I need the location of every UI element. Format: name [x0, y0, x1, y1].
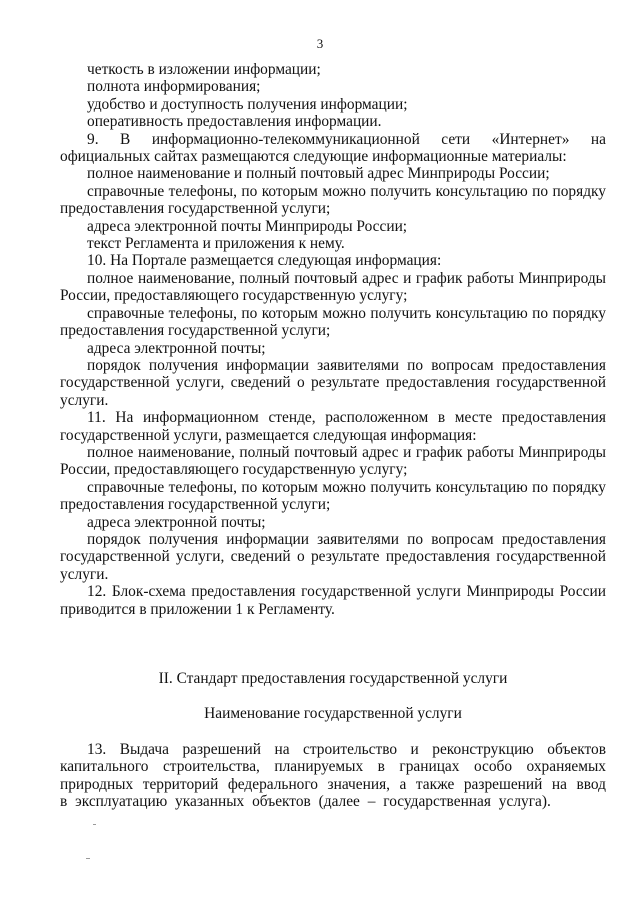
paragraph-item-10: 10. На Портале размещается следующая информация: — [87, 252, 442, 270]
paragraph: полнота информирования; — [87, 78, 261, 96]
paragraph-item-12: 12. Блок-схема предоставления государственной услуги Минприроды России приводится в приложении 1 к Регламенту. — [60, 583, 606, 618]
document-body — [60, 61, 606, 810]
paragraph: адреса электронной почты; — [87, 339, 266, 357]
paragraph: порядок получения информации заявителями по вопросам предоставления государственной услуги, сведений о результате предоставления государственной услуги. — [60, 356, 606, 409]
paragraph: удобство и доступность получения информации; — [87, 95, 408, 113]
subheading: Наименование государственной услуги — [204, 705, 462, 723]
page-number: 3 — [316, 36, 324, 51]
paragraph: четкость в изложении информации; — [87, 61, 321, 78]
paragraph: полное наименование, полный почтовый адрес и график работы Минприроды России, предоставляющего государственную услугу; — [60, 269, 606, 305]
paragraph: справочные телефоны, по которым можно получить консультацию по порядку предоставления государственной услуги; — [60, 182, 606, 218]
paragraph: оперативность предоставления информации. — [87, 113, 382, 131]
paragraph-item-13: 13. Выдача разрешений на строительство и реконструкцию объектов капитального строительства, планируемых в границах особо охраняемых природных территорий федерального значения, а также разрешений на ввод в эксплуатацию указанных объектов (далее – государственная услуга). — [60, 740, 606, 811]
paragraph: справочные телефоны, по которым можно получить консультацию по порядку предоставления государственной услуги; — [60, 478, 606, 514]
paragraph: текст Регламента и приложения к нему. — [87, 235, 345, 253]
paragraph: порядок получения информации заявителями по вопросам предоставления государственной услуги, сведений о результате предоставления государственной услуги. — [60, 530, 606, 583]
paragraph: полное наименование и полный почтовый адрес Минприроды России; — [87, 165, 550, 183]
paragraph: полное наименование, полный почтовый адрес и график работы Минприроды России, предоставляющего государственную услугу; — [60, 443, 606, 479]
section-heading: II. Стандарт предоставления государственной услуги — [158, 670, 508, 687]
paragraph-item-9: 9. В информационно-телекоммуникационной сети «Интернет» на официальных сайтах размещаются следующие информационные материалы: — [60, 130, 606, 166]
paragraph-item-11: 11. На информационном стенде, расположенном в месте предоставления государственной услуги, размещается следующая информация: — [60, 409, 606, 444]
paragraph: адреса электронной почты Минприроды России; — [87, 217, 408, 235]
paragraph: справочные телефоны, по которым можно получить консультацию по порядку предоставления государственной услуги; — [60, 304, 606, 340]
paragraph: адреса электронной почты; — [87, 513, 266, 531]
scan-marks — [84, 824, 98, 864]
